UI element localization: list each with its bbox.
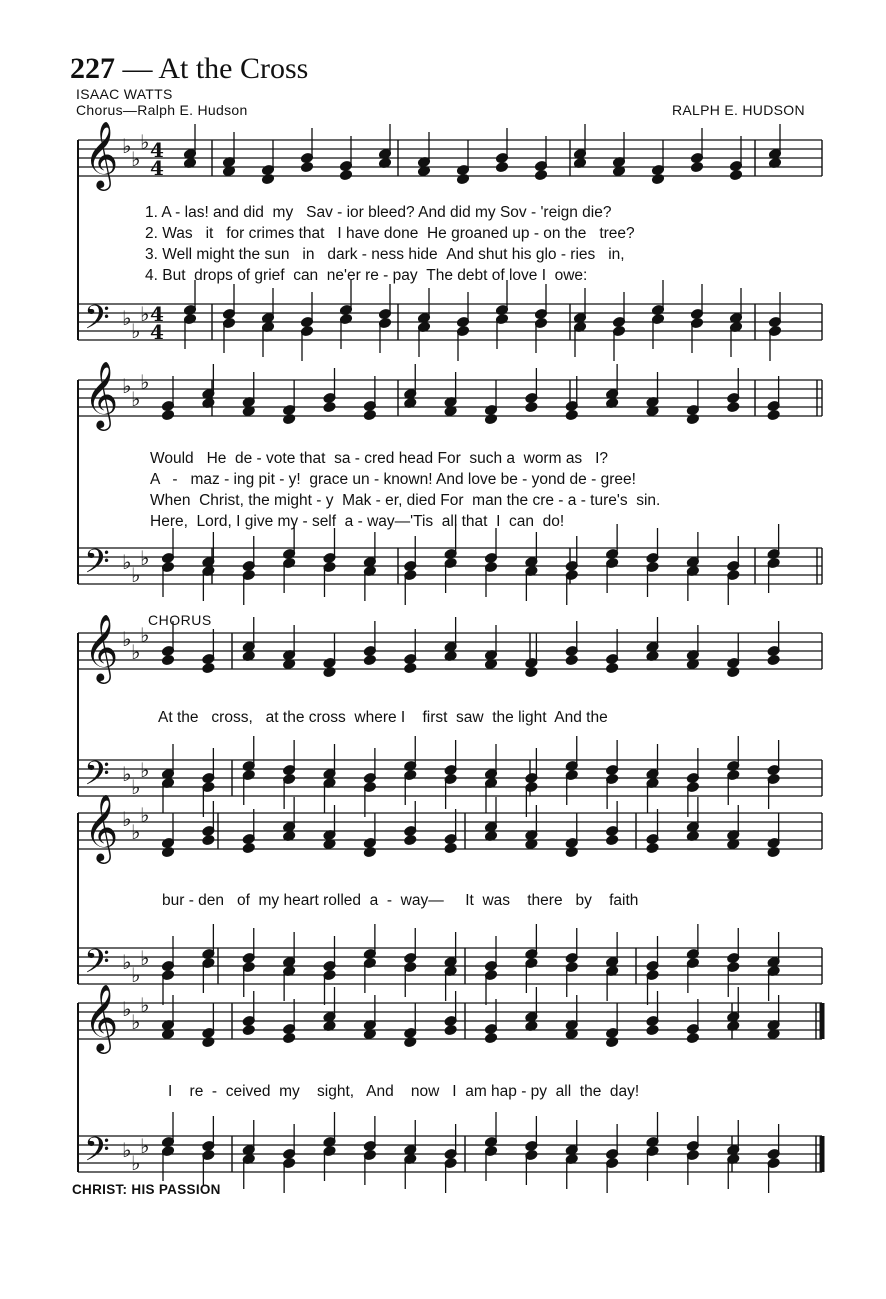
note-head: [323, 666, 336, 677]
note-head: [444, 1024, 457, 1035]
hymn-name: — At the Cross: [122, 52, 309, 85]
flat-icon: ♭: [140, 623, 150, 647]
note-head: [404, 834, 417, 845]
note-head: [606, 662, 619, 673]
flat-icon: ♭: [122, 950, 132, 974]
time-signature: 4: [150, 156, 164, 180]
lyric-verse-1-line2: Would He de - vote that sa - cred head For such a worm as I?: [150, 450, 609, 467]
note-head: [404, 662, 417, 673]
flat-icon: ♭: [131, 640, 141, 664]
flat-icon: ♭: [122, 306, 132, 330]
flat-icon: ♭: [140, 993, 150, 1017]
lyric-chorus-line1: At the cross, at the cross where I first saw the light And the: [158, 709, 608, 726]
lyric-verse-2-line2: A - maz - ing pit - y! grace un - known! And love be - yond de - gree!: [150, 471, 636, 488]
note-head: [161, 846, 174, 857]
note-head: [690, 161, 703, 172]
flat-icon: ♭: [122, 762, 132, 786]
note-head: [300, 161, 313, 172]
note-head: [363, 654, 376, 665]
flat-icon: ♭: [140, 758, 150, 782]
note-head: [767, 654, 780, 665]
note-head: [727, 666, 740, 677]
flat-icon: ♭: [131, 820, 141, 844]
note-head: [242, 842, 255, 853]
flat-icon: ♭: [131, 387, 141, 411]
lyric-verse-3-line2: When Christ, the might - y Mak - er, died For man the cre - a - ture's sin.: [150, 492, 661, 509]
note-head: [565, 846, 578, 857]
note-head: [202, 662, 215, 673]
bass-clef-icon: 𝄢: [84, 1131, 110, 1177]
flat-icon: ♭: [122, 997, 132, 1021]
lyric-chorus-line3: I re - ceived my sight, And now I am hap - py all the day!: [168, 1083, 640, 1100]
treble-clef-icon: 𝄞: [84, 983, 119, 1051]
treble-clef-icon: 𝄞: [84, 613, 119, 681]
treble-clef-icon: 𝄞: [84, 120, 119, 188]
note-head: [565, 654, 578, 665]
flat-icon: ♭: [122, 374, 132, 398]
note-head: [404, 1036, 417, 1047]
note-head: [767, 409, 780, 420]
note-head: [495, 161, 508, 172]
chorus-credit: Chorus—Ralph E. Hudson: [76, 102, 248, 118]
flat-icon: ♭: [140, 1134, 150, 1158]
note-head: [525, 666, 538, 677]
flat-icon: ♭: [140, 130, 150, 154]
author-credit: ISAAC WATTS: [76, 86, 173, 102]
time-signature: 4: [150, 302, 164, 326]
lyric-chorus-line2: bur - den of my heart rolled a - way— It was there by faith: [162, 892, 639, 909]
note-head: [729, 169, 742, 180]
flat-icon: ♭: [131, 1010, 141, 1034]
note-head: [525, 401, 538, 412]
flat-icon: ♭: [122, 807, 132, 831]
note-head: [363, 409, 376, 420]
note-head: [484, 1032, 497, 1043]
note-head: [484, 413, 497, 424]
note-head: [686, 413, 699, 424]
time-signature: 4: [150, 138, 164, 162]
chorus-label: CHORUS: [148, 612, 212, 628]
flat-icon: ♭: [122, 627, 132, 651]
flat-icon: ♭: [131, 775, 141, 799]
flat-icon: ♭: [131, 963, 141, 987]
note-head: [456, 173, 469, 184]
note-head: [161, 409, 174, 420]
note-head: [565, 409, 578, 420]
note-head: [727, 401, 740, 412]
bass-clef-icon: 𝄢: [84, 943, 110, 989]
treble-clef-icon: 𝄞: [84, 793, 119, 861]
flat-icon: ♭: [140, 302, 150, 326]
flat-icon: ♭: [140, 803, 150, 827]
hymn-number: 227: [70, 52, 115, 85]
note-head: [202, 1036, 215, 1047]
lyric-verse-4-line2: Here, Lord, I give my - self a - way—'Tis all that I can do!: [150, 513, 565, 530]
note-head: [651, 173, 664, 184]
treble-clef-icon: 𝄞: [84, 360, 119, 428]
time-signature: 4: [150, 320, 164, 344]
note-head: [242, 1024, 255, 1035]
note-head: [444, 842, 457, 853]
note-head: [202, 834, 215, 845]
note-head: [339, 169, 352, 180]
flat-icon: ♭: [131, 563, 141, 587]
lyric-verse-3-line1: 3. Well might the sun in dark - ness hide And shut his glo - ries in,: [145, 246, 625, 263]
note-head: [534, 169, 547, 180]
lyric-verse-1-line1: 1. A - las! and did my Sav - ior bleed? And did my Sov - 'reign die?: [145, 204, 612, 221]
composer-credit: RALPH E. HUDSON: [672, 102, 805, 118]
flat-icon: ♭: [131, 147, 141, 171]
note-head: [767, 846, 780, 857]
note-head: [646, 842, 659, 853]
flat-icon: ♭: [122, 550, 132, 574]
footer-category: CHRIST: HIS PASSION: [72, 1182, 221, 1197]
lyric-verse-2-line1: 2. Was it for crimes that I have done He groaned up - on the tree?: [145, 225, 635, 242]
flat-icon: ♭: [140, 946, 150, 970]
note-head: [606, 834, 619, 845]
flat-icon: ♭: [140, 546, 150, 570]
note-head: [261, 173, 274, 184]
note-head: [323, 401, 336, 412]
note-head: [606, 1036, 619, 1047]
note-head: [283, 1032, 296, 1043]
note-head: [161, 654, 174, 665]
flat-icon: ♭: [140, 370, 150, 394]
flat-icon: ♭: [131, 319, 141, 343]
note-head: [646, 1024, 659, 1035]
lyric-verse-4-line1: 4. But drops of grief can ne'er re - pay The debt of love I owe:: [145, 267, 588, 284]
bass-clef-icon: 𝄢: [84, 543, 110, 589]
note-head: [686, 1032, 699, 1043]
flat-icon: ♭: [122, 134, 132, 158]
bass-clef-icon: 𝄢: [84, 755, 110, 801]
note-head: [363, 846, 376, 857]
flat-icon: ♭: [131, 1151, 141, 1175]
bass-clef-icon: 𝄢: [84, 299, 110, 345]
note-head: [283, 413, 296, 424]
flat-icon: ♭: [122, 1138, 132, 1162]
